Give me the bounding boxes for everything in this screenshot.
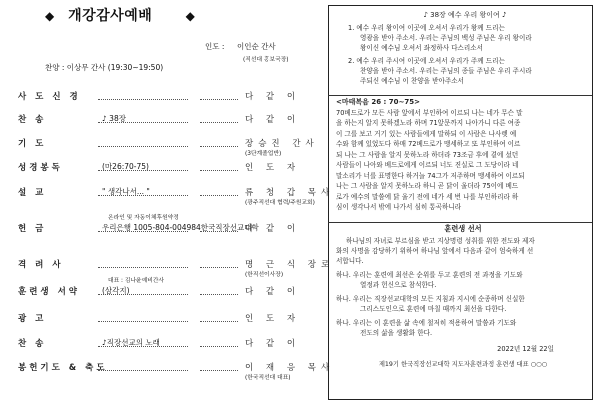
hymn-line: 2. 예수 우리 주시여 이곳에 오셔서 우리가 주께 드리는: [348, 57, 505, 66]
order-sub: (광주직선대 협력/주원교회): [245, 200, 315, 206]
hymn-verses: [340, 23, 590, 86]
presider-name: 이인순 간사: [237, 42, 276, 51]
scripture-line: 로가 예수의 말씀에 닭 울기 전에 네가 세 번 나를 부인하리라 하: [336, 192, 519, 201]
order-center: ♪직장선교의 노래: [102, 338, 160, 347]
order-label: 사 도 신 경: [18, 92, 81, 102]
order-center: " 생각나서... ": [102, 187, 150, 196]
leader-dots: [200, 294, 238, 295]
hymn-title: ♪ 38장 예수 우리 왕이여 ♪: [423, 11, 507, 19]
scripture-line: 되 나는 그 사람을 알지 못하노라 하더라 73조금 후에 곁에 섰던: [336, 150, 519, 159]
order-center: (마26:70-75): [102, 162, 149, 171]
scripture-text: [336, 108, 590, 213]
pledge-item-line: 하나. 우리는 이 훈련을 삶 속에 철저히 적용하여 말씀과 기도와: [336, 319, 517, 327]
scripture-line: 이 그를 보고 거기 있는 사람들에게 말하되 이 사람은 나사렛 예: [336, 129, 517, 138]
leader-dots: [200, 267, 238, 268]
order-label: 기 도: [18, 139, 47, 149]
order-label: 봉헌기도 & 축도: [18, 363, 108, 373]
title-text: 개강감사예배: [68, 8, 153, 24]
leader-dots: [200, 346, 238, 347]
hymn-line: 주되신 예수님 이 찬양을 받아주소서: [360, 77, 464, 86]
presider-sub: (직선대 홍보국장): [243, 57, 289, 63]
order-label: 격 려 사: [18, 260, 64, 270]
divider-2: [328, 222, 592, 223]
hymn-line: 왕이신 예수님 오셔서 좌정하사 다스리소서: [360, 44, 484, 53]
order-right: 인 도 자: [245, 163, 301, 173]
hymn-line: 찬양을 받아 주소서. 우리는 주님의 종들 주님은 우리 주시라: [360, 67, 532, 76]
pledge-intro-line: 서합니다.: [336, 257, 364, 265]
leader-dots: [200, 231, 238, 232]
leader-dots: [98, 370, 188, 371]
order-label: 훈련생 서약: [18, 287, 81, 297]
order-right: 명 근 식 장로: [245, 260, 335, 270]
diamond-left-icon: ◆: [45, 9, 55, 23]
order-sub: (한직선이사장): [245, 272, 284, 278]
leader-dots: [98, 267, 188, 268]
leader-dots: [200, 370, 238, 371]
pledge-date: 2022년 12월 22일: [497, 345, 554, 353]
order-right: 이 재 응 목사: [245, 363, 335, 373]
diamond-right-icon: ◆: [185, 9, 196, 23]
order-center: ♪ 38장: [102, 114, 126, 123]
pledge-box: [336, 224, 590, 370]
page-title: [45, 5, 195, 25]
order-right: 다 같 이: [245, 92, 301, 102]
pledge-item-line: 하나. 우리는 직장선교대학의 모든 지침과 지시에 순종하며 신실한: [336, 295, 525, 303]
scripture-line: 심이 생각나서 밖에 나가서 심히 통곡하니라: [336, 203, 462, 211]
scripture-heading: <마태복음 26 : 70~75>: [336, 98, 420, 106]
order-right: 다 같 이: [245, 115, 301, 125]
order-right: 류 청 갑 목사: [245, 188, 335, 198]
scripture-line: 사람들이 나아와 베드로에게 이르되 너도 진실로 그 도당이라 네: [336, 161, 519, 169]
hymn-leader: 찬양 : 이상무 간사 (19:30~19:50): [45, 63, 164, 72]
order-label: 헌 금: [18, 224, 47, 234]
order-center-top: 온라인 및 자동이체후원약정: [108, 215, 179, 221]
order-center-top: 대표 : 김나윤예비간사: [108, 278, 165, 284]
order-center: (삼각지): [102, 286, 130, 295]
leader-dots: [98, 321, 188, 322]
scripture-line: 을 하는지 알지 못하겠노라 하며 71앞문까지 나아가니 다른 여종: [336, 119, 521, 127]
order-right: 다 같 이: [245, 287, 301, 297]
scripture-line: 70베드로가 모든 사람 앞에서 부인하여 이르되 나는 네가 무슨 말: [336, 108, 523, 117]
order-sub: (한국직선대 대표): [245, 375, 291, 381]
leader-dots: [200, 122, 238, 123]
leader-dots: [200, 321, 238, 322]
pledge-item-line: 열정과 헌신으로 참석한다.: [360, 281, 437, 289]
order-sub: (3단계졸업반): [245, 151, 282, 157]
order-right: 다 같 이: [245, 224, 301, 234]
leader-dots: [200, 195, 238, 196]
leader-dots: [98, 99, 188, 100]
pledge-item-line: 전도의 삶을 생활화 한다.: [360, 329, 433, 337]
pledge-items: [336, 266, 590, 338]
pledge-item-line: 하나. 우리는 훈련에 최선은 순위를 두고 훈련의 전 과정을 기도와: [336, 271, 523, 279]
scripture-box: [336, 97, 590, 213]
order-center: 우리은행 1005-804-004984한국직장선교대학: [102, 223, 259, 232]
pledge-heading: 훈련생 선서: [444, 224, 482, 233]
order-label: 찬 송: [18, 339, 47, 349]
order-label: 찬 송: [18, 115, 47, 125]
order-right: 인 도 자: [245, 314, 301, 324]
scripture-line: 나는 그 사람을 알지 못하노라 하니 곧 닭이 울더라 75이에 베드: [336, 182, 519, 190]
scripture-line: 수와 함께 있었도다 하매 72베드로가 맹세하고 또 부인하여 이르: [336, 140, 521, 148]
hymn-line: 영광을 받아 주소서. 우리는 주님의 백성 주님은 우리 왕이라: [360, 34, 532, 43]
order-label: 설 교: [18, 188, 47, 198]
divider-1: [328, 95, 592, 96]
pledge-intro: [336, 236, 590, 266]
order-right: 다 같 이: [245, 339, 301, 349]
scripture-line: 말소리가 너를 표명한다 하거늘 74그가 저주하며 맹세하여 이르되: [336, 171, 525, 180]
leader-dots: [200, 170, 238, 171]
presider-label: 인도 :: [205, 42, 225, 51]
order-right: 장승진 간사: [245, 139, 319, 149]
pledge-intro-line: 하나님의 자녀로 부르심을 받고 지상명령 성취를 위한 전도와 제자: [346, 237, 535, 245]
leader-dots: [200, 99, 238, 100]
leader-dots: [200, 146, 238, 147]
hymn-box: [340, 10, 590, 86]
pledge-signature: 제19기 한국직장선교대학 지도자훈련과정 훈련생 대표 ○○○: [378, 361, 548, 368]
leader-dots: [98, 146, 188, 147]
order-label: 광 고: [18, 314, 47, 324]
order-label: 성경봉독: [18, 163, 63, 173]
pledge-intro-line: 화의 사명을 감당하기 위하여 하나님 앞에서 다음과 같이 엄숙하게 선: [336, 247, 534, 255]
pledge-item-line: 그리스도인으로 훈련에 마칠 때까지 최선을 다한다.: [360, 305, 507, 313]
hymn-line: 1. 예수 우리 왕이여 이곳에 오셔서 우리가 왕께 드리는: [348, 24, 505, 33]
